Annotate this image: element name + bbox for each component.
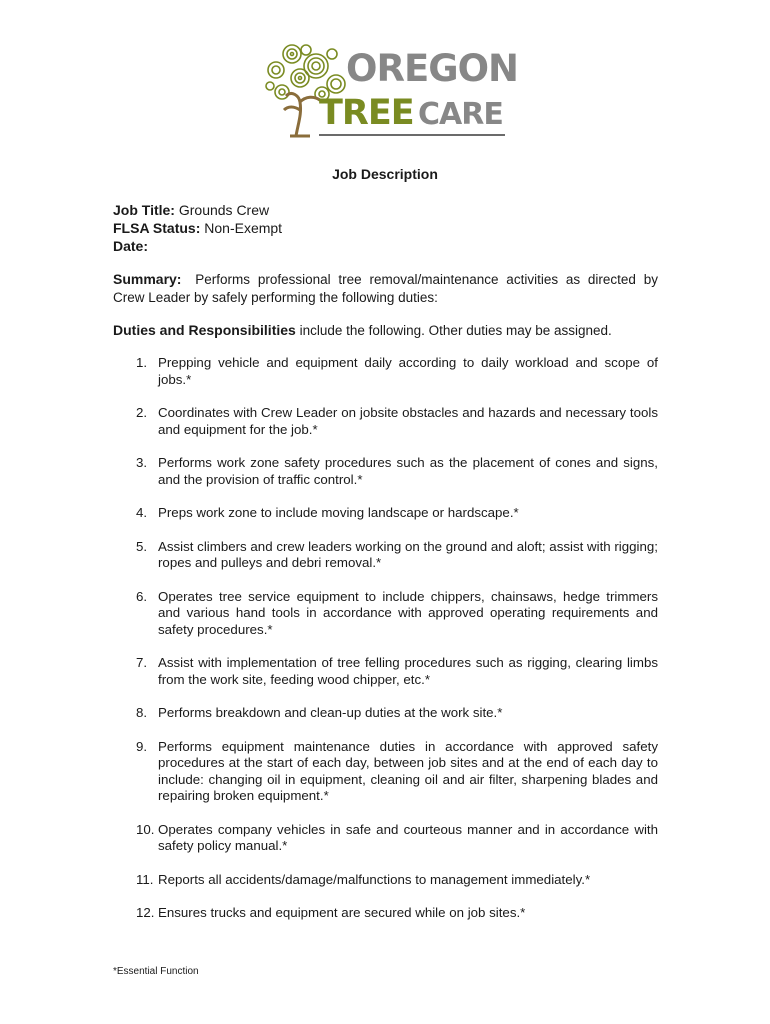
duty-number: 9. (136, 738, 148, 754)
company-logo (262, 40, 519, 140)
job-title-value: Grounds Crew (178, 202, 270, 218)
duty-item (113, 872, 658, 889)
duty-item (113, 355, 658, 388)
logo-wordmark-care: CARE (418, 97, 503, 132)
duty-text: Performs work zone safety procedures such as the placement of cones and signs, and the provision of traffic control.* (158, 455, 658, 487)
duty-text: Assist with implementation of tree felling procedures such as rigging, clearing limbs from the work site, feeding wood chipper, etc.* (158, 655, 658, 687)
duty-text: Assist climbers and crew leaders working on the ground and aloft; assist with rigging; ropes and pulleys and debri removal.* (158, 538, 658, 570)
duty-item (113, 739, 658, 805)
duty-item (113, 455, 658, 488)
duty-item (113, 539, 658, 572)
duty-number: 10. (136, 821, 155, 837)
duty-item (113, 589, 658, 639)
duty-number: 6. (136, 588, 148, 604)
duties-label: Duties and Responsibilities (113, 322, 296, 338)
duty-item (113, 905, 658, 922)
job-title-line (113, 201, 282, 219)
duty-number: 7. (136, 655, 148, 670)
duty-number: 3. (136, 455, 148, 470)
duty-number: 4. (136, 505, 148, 520)
duty-text: Operates company vehicles in safe and courteous manner and in accordance with safety policy manual.* (158, 821, 658, 853)
duty-item (113, 705, 658, 722)
duty-number: 2. (136, 405, 148, 420)
date-label: Date: (113, 238, 149, 254)
footnote: *Essential Function (113, 966, 199, 977)
flsa-status-line (113, 219, 282, 237)
duty-text: Prepping vehicle and equipment daily according to daily workload and scope of jobs.* (158, 355, 658, 387)
summary-paragraph (113, 271, 658, 306)
duty-item (113, 505, 658, 522)
job-meta (113, 201, 282, 255)
flsa-status-label: FLSA Status: (113, 220, 201, 236)
duty-number: 8. (136, 705, 148, 720)
duty-number: 12. (136, 905, 155, 920)
job-title-label: Job Title: (113, 202, 175, 218)
duty-item (113, 405, 658, 438)
duty-text: Reports all accidents/damage/malfunctions to management immediately.* (158, 871, 591, 887)
duty-text: Performs equipment maintenance duties in accordance with approved safety procedures at the start of each day, between job sites and at the end of each day to include: changing oil in equipment, cleaning oil and air filter, sharpening blades and repairing broken equipment.* (158, 738, 658, 803)
logo-underline (319, 134, 505, 136)
date-line (113, 237, 282, 255)
duties-list (113, 355, 658, 922)
logo-wordmark-oregon: OREGON (346, 47, 519, 90)
duty-text: Ensures trucks and equipment are secured while on job sites.* (158, 905, 526, 920)
duty-text: Preps work zone to include moving landscape or hardscape.* (158, 505, 519, 520)
duty-item (113, 822, 658, 855)
duty-text: Performs breakdown and clean-up duties at the work site.* (158, 705, 503, 720)
duty-text: Coordinates with Crew Leader on jobsite obstacles and hazards and necessary tools and equipment for the job.* (158, 405, 658, 437)
document-title: Job Description (332, 166, 438, 182)
duty-number: 5. (136, 538, 148, 554)
duties-intro: include the following. Other duties may be assigned. (299, 323, 612, 338)
flsa-status-value: Non-Exempt (204, 220, 283, 236)
duty-text: Operates tree service equipment to include chippers, chainsaws, hedge trimmers and various hand tools in accordance with approved operating requirements and safety procedures.* (158, 588, 658, 637)
duty-item (113, 655, 658, 688)
logo-wordmark-tree: TREE (319, 93, 414, 133)
duty-number: 11. (136, 871, 154, 887)
summary-label: Summary: (113, 271, 182, 287)
summary-text: Performs professional tree removal/maintenance activities as directed by Crew Leader by safely performing the following duties: (113, 272, 658, 305)
duties-heading (113, 322, 673, 338)
duty-number: 1. (136, 355, 148, 370)
